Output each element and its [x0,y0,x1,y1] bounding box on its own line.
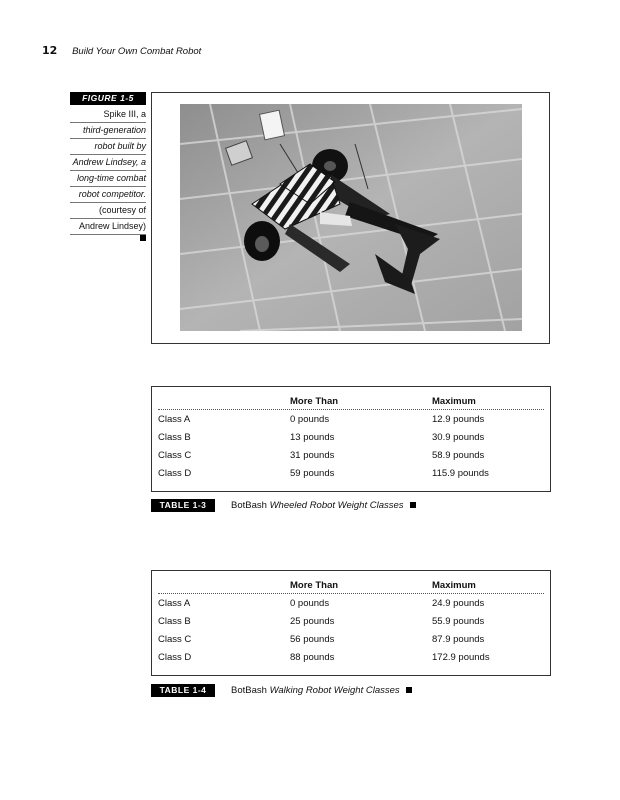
caption-line: robot built by [70,139,146,155]
table-cell: 31 pounds [290,450,335,461]
table-cell: 25 pounds [290,616,335,627]
caption-line: Spike III, a [70,107,146,123]
table-cell: Class A [158,598,191,609]
table-caption-text [231,685,412,696]
table-label: TABLE 1-3 [151,499,215,512]
table-row [158,630,544,648]
end-mark [410,502,416,508]
table-cell: Class D [158,468,192,479]
table-row [158,428,544,446]
caption-prefix: BotBash [231,685,267,696]
figure-label: FIGURE 1-5 [70,92,146,105]
column-header: Maximum [432,580,476,591]
end-mark [140,235,146,241]
table-cell: 115.9 pounds [432,468,489,479]
table-row [158,410,544,428]
table-cell: 30.9 pounds [432,432,485,443]
table-cell: Class D [158,652,192,663]
caption-italic: Wheeled Robot Weight Classes [269,500,404,511]
table-cell: Class C [158,450,192,461]
caption-line: Andrew Lindsey, a [70,155,146,171]
table-wheeled-weight-classes [151,386,551,492]
table-cell: Class B [158,432,191,443]
running-header [42,44,201,57]
table-row [158,648,544,666]
column-header: More Than [290,396,339,407]
table-row [158,446,544,464]
table-cell: 0 pounds [290,414,330,425]
end-mark [406,687,412,693]
column-header: Maximum [432,396,476,407]
table-cell: 12.9 pounds [432,414,485,425]
table-cell: Class C [158,634,192,645]
table-cell: 59 pounds [290,468,335,479]
table-cell: 56 pounds [290,634,335,645]
table-cell: 87.9 pounds [432,634,485,645]
table-header-row [158,571,544,594]
caption-line: third-generation [70,123,146,139]
table-cell: 0 pounds [290,598,330,609]
table-row [158,464,544,482]
table-cell: 55.9 pounds [432,616,485,627]
table-label: TABLE 1-4 [151,684,215,697]
figure-caption [70,107,146,235]
caption-line: (courtesy of [70,203,146,219]
table-cell: 24.9 pounds [432,598,485,609]
page-number: 12 [42,44,58,57]
table-caption-text [231,500,416,511]
caption-line: Andrew Lindsey) [70,219,146,235]
table-walking-weight-classes [151,570,551,676]
caption-italic: Walking Robot Weight Classes [269,685,400,696]
table-header-row [158,387,544,410]
caption-line: robot competitor. [70,187,146,203]
table-cell: 13 pounds [290,432,335,443]
table-caption [151,499,404,512]
table-cell: 172.9 pounds [432,652,490,663]
table-row [158,612,544,630]
table-cell: Class B [158,616,191,627]
robot-photo [180,104,522,331]
column-header: More Than [290,580,339,591]
book-title: Build Your Own Combat Robot [72,46,202,57]
caption-prefix: BotBash [231,500,267,511]
table-cell: 88 pounds [290,652,335,663]
table-cell: Class A [158,414,191,425]
table-cell: 58.9 pounds [432,450,485,461]
table-row [158,594,544,612]
caption-line: long-time combat [70,171,146,187]
table-caption [151,684,400,697]
